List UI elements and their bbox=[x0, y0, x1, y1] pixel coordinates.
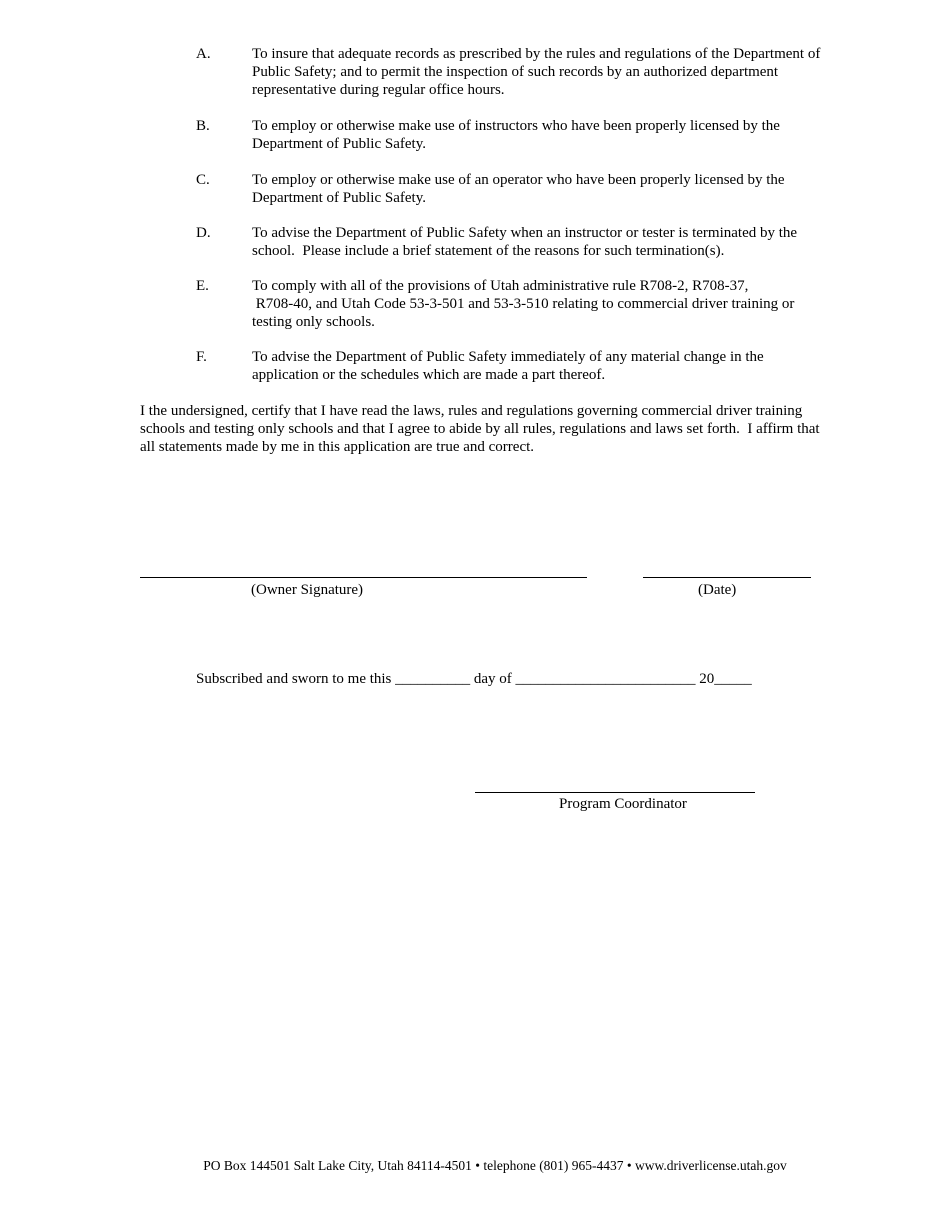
item-text-line: To advise the Department of Public Safety immediately of any material change in the bbox=[252, 349, 764, 365]
item-text-line: Department of Public Safety. bbox=[252, 190, 426, 206]
item-letter: E. bbox=[196, 278, 209, 294]
coordinator-label: Program Coordinator bbox=[559, 796, 687, 812]
item-text-line: Department of Public Safety. bbox=[252, 136, 426, 152]
item-letter: A. bbox=[196, 46, 211, 62]
item-text-line: R708-40, and Utah Code 53-3-501 and 53-3-510 relating to commercial driver training or bbox=[252, 296, 795, 312]
certification-line: all statements made by me in this application are true and correct. bbox=[140, 439, 535, 455]
date-signature-line bbox=[643, 577, 811, 578]
item-letter: B. bbox=[196, 118, 210, 134]
certification-paragraph bbox=[140, 402, 860, 456]
item-text-line: testing only schools. bbox=[252, 314, 375, 330]
item-text-line: representative during regular office hours. bbox=[252, 82, 505, 98]
item-letter: F. bbox=[196, 349, 207, 365]
item-text-line: application or the schedules which are made a part thereof. bbox=[252, 367, 606, 383]
coordinator-signature-line bbox=[475, 792, 755, 793]
item-text-line: To comply with all of the provisions of Utah administrative rule R708-2, R708-37, bbox=[252, 278, 749, 294]
owner-signature-label: (Owner Signature) bbox=[251, 582, 364, 598]
item-text-line: To employ or otherwise make use of instructors who have been properly licensed by the bbox=[252, 118, 780, 134]
certification-line: schools and testing only schools and that I agree to abide by all rules, regulations and laws set forth. I affirm that bbox=[140, 421, 820, 437]
item-letter: C. bbox=[196, 172, 210, 188]
item-text-line: Public Safety; and to permit the inspection of such records by an authorized department bbox=[252, 64, 779, 80]
date-label: (Date) bbox=[698, 582, 737, 598]
item-text-line: To employ or otherwise make use of an operator who have been properly licensed by the bbox=[252, 172, 785, 188]
item-letter: D. bbox=[196, 225, 211, 241]
item-text-line: To insure that adequate records as prescribed by the rules and regulations of the Department of bbox=[252, 46, 821, 62]
certification-line: I the undersigned, certify that I have read the laws, rules and regulations governing commercial driver training bbox=[140, 403, 803, 419]
owner-signature-line bbox=[140, 577, 587, 578]
sworn-statement: Subscribed and sworn to me this __________ day of ________________________ 20_____ bbox=[196, 671, 752, 687]
footer-address: PO Box 144501 Salt Lake City, Utah 84114-4501 • telephone (801) 965-4437 • www.driverlicense.utah.gov bbox=[203, 1158, 787, 1173]
item-text-line: school. Please include a brief statement of the reasons for such termination(s). bbox=[252, 243, 725, 259]
item-text-line: To advise the Department of Public Safety when an instructor or tester is terminated by the bbox=[252, 225, 798, 241]
